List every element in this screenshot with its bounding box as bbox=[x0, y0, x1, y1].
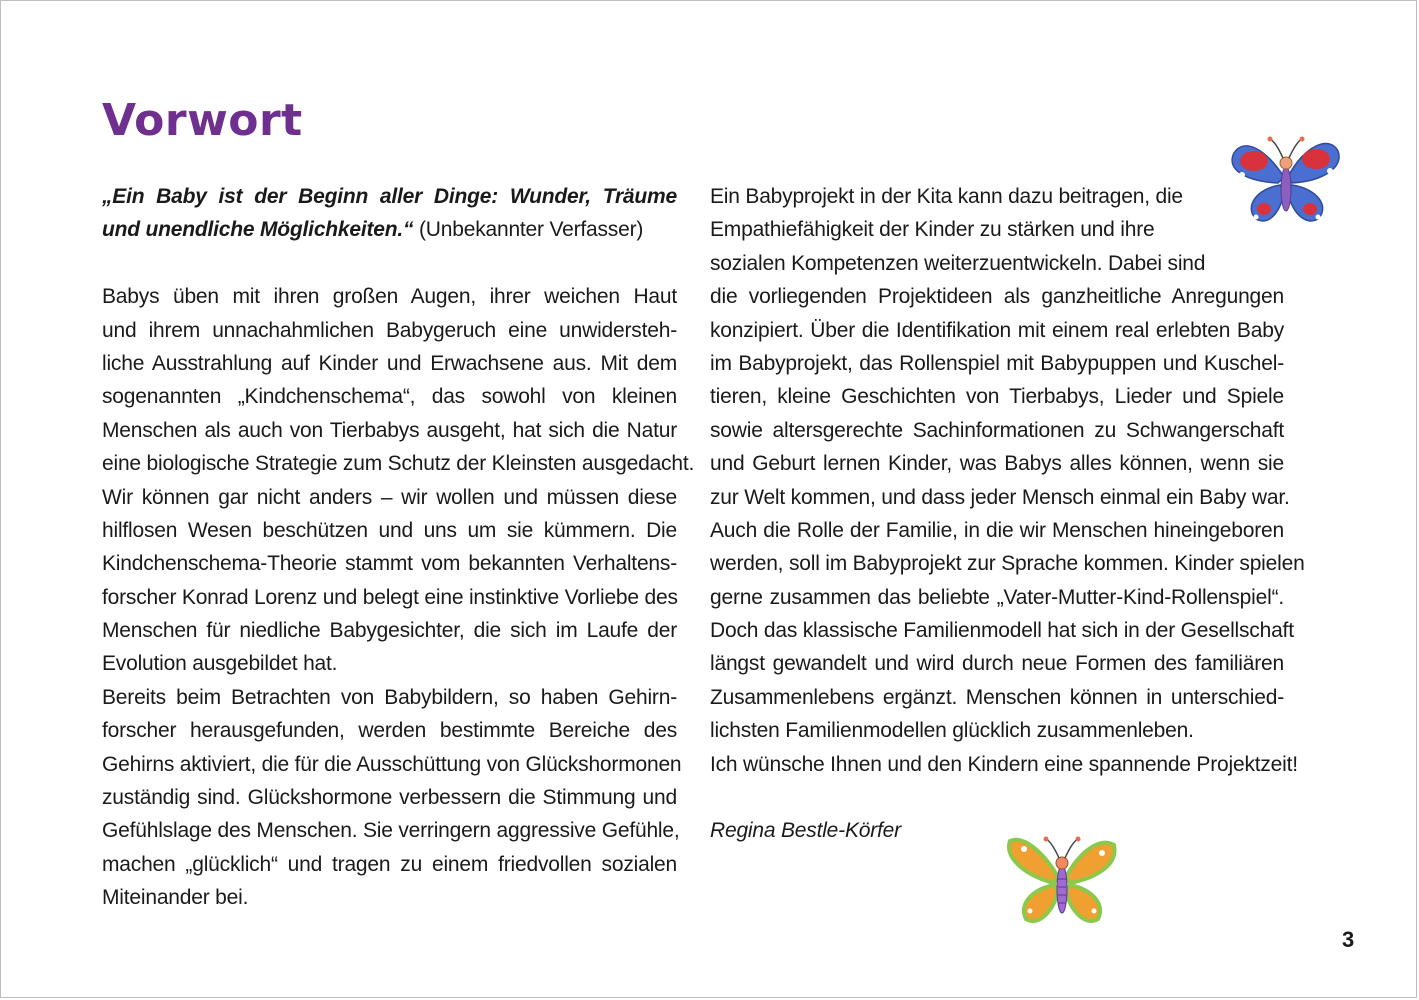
text-line: Gefühlslage des Menschen. Sie verringern aggressive Gefühle, bbox=[102, 819, 680, 843]
text-line: Menschen als auch von Tierbabys ausgeht, hat sich die Natur bbox=[102, 418, 677, 442]
quote-source: (Unbekannter Verfasser) bbox=[413, 218, 644, 242]
text-line: tieren, kleine Geschichten von Tierbabys, Lieder und Spiele bbox=[710, 385, 1284, 409]
signature: Regina Bestle-Körfer bbox=[710, 819, 901, 843]
right-column bbox=[710, 180, 1305, 848]
text-line: Doch das klassische Familienmodell hat sich in der Gesellschaft bbox=[710, 619, 1294, 643]
text-line: gerne zusammen das beliebte „Vater-Mutter-Kind-Rollenspiel“. bbox=[710, 585, 1284, 609]
text-line: eine biologische Strategie zum Schutz der Kleinsten ausgedacht. bbox=[102, 452, 695, 476]
text-line: konzipiert. Über die Identifikation mit einem real erlebten Baby bbox=[710, 318, 1284, 342]
text-line: Auch die Rolle der Familie, in die wir Menschen hineingeboren bbox=[710, 518, 1284, 542]
paragraph-gap bbox=[102, 247, 677, 280]
text-line: Empathiefähigkeit der Kinder zu stärken und ihre bbox=[710, 218, 1155, 242]
text-line: Menschen für niedliche Babygesichter, die sich im Laufe der bbox=[102, 619, 677, 643]
text-line: Gehirns aktiviert, die für die Ausschüttung von Glückshormonen bbox=[102, 752, 682, 776]
page-number: 3 bbox=[1342, 927, 1355, 952]
text-line: Babys üben mit ihren großen Augen, ihrer weichen Haut bbox=[102, 285, 677, 309]
text-line: Miteinander bei. bbox=[102, 886, 249, 910]
text-line: längst gewandelt und wird durch neue Formen des familiären bbox=[710, 652, 1284, 676]
text-line: Evolution ausgebildet hat. bbox=[102, 652, 338, 676]
text-line: zur Welt kommen, und dass jeder Mensch einmal ein Baby war. bbox=[710, 485, 1290, 509]
text-line: werden, soll im Babyprojekt zur Sprache kommen. Kinder spielen bbox=[710, 552, 1305, 576]
text-line: Bereits beim Betrachten von Babybildern, so haben Gehirn- bbox=[102, 685, 677, 709]
quote-line bbox=[102, 213, 677, 246]
text-line: Wir können gar nicht anders – wir wollen und müssen diese bbox=[102, 485, 677, 509]
text-line: Zusammenlebens ergänzt. Menschen können in unterschied- bbox=[710, 685, 1284, 709]
text-line: sozialen Kompetenzen weiterzuentwickeln. Dabei sind bbox=[710, 251, 1206, 275]
text-line: liche Ausstrahlung auf Kinder und Erwachsene aus. Mit dem bbox=[102, 351, 677, 375]
butterfly-orange-icon bbox=[1004, 827, 1120, 929]
text-line: forscher herausgefunden, werden bestimmte Bereiche des bbox=[102, 719, 677, 743]
quote-line: „Ein Baby ist der Beginn aller Dinge: Wunder, Träume bbox=[102, 185, 677, 208]
left-column bbox=[102, 180, 695, 915]
text-line: hilflosen Wesen beschützen und uns um sie kümmern. Die bbox=[102, 518, 677, 542]
quote-text: und unendliche Möglichkeiten.“ bbox=[102, 218, 414, 242]
text-line: Ein Babyprojekt in der Kita kann dazu beitragen, die bbox=[710, 185, 1183, 208]
text-line: und ihrem unnachahmlichen Babygeruch eine unwidersteh- bbox=[102, 318, 677, 342]
text-line: sowie altersgerechte Sachinformationen zu Schwangerschaft bbox=[710, 418, 1284, 442]
text-line: die vorliegenden Projektideen als ganzheitliche Anregungen bbox=[710, 285, 1284, 309]
paragraph-gap bbox=[710, 781, 1284, 814]
text-line: zuständig sind. Glückshormone verbessern die Stimmung und bbox=[102, 786, 677, 810]
text-line: lichsten Familienmodellen glücklich zusammenleben. bbox=[710, 719, 1194, 743]
text-line: Ich wünsche Ihnen und den Kindern eine spannende Projektzeit! bbox=[710, 752, 1298, 776]
text-line: machen „glücklich“ und tragen zu einem friedvollen sozialen bbox=[102, 852, 677, 876]
page-title: Vorwort bbox=[102, 95, 303, 146]
text-line: sogenannten „Kindchenschema“, das sowohl von kleinen bbox=[102, 385, 677, 409]
text-line: Kindchenschema-Theorie stammt vom bekannten Verhaltens- bbox=[102, 552, 677, 576]
text-line: im Babyprojekt, das Rollenspiel mit Babypuppen und Kuschel- bbox=[710, 351, 1284, 375]
text-line: und Geburt lernen Kinder, was Babys alles können, wenn sie bbox=[710, 452, 1284, 476]
text-line: forscher Konrad Lorenz und belegt eine instinktive Vorliebe des bbox=[102, 585, 678, 609]
